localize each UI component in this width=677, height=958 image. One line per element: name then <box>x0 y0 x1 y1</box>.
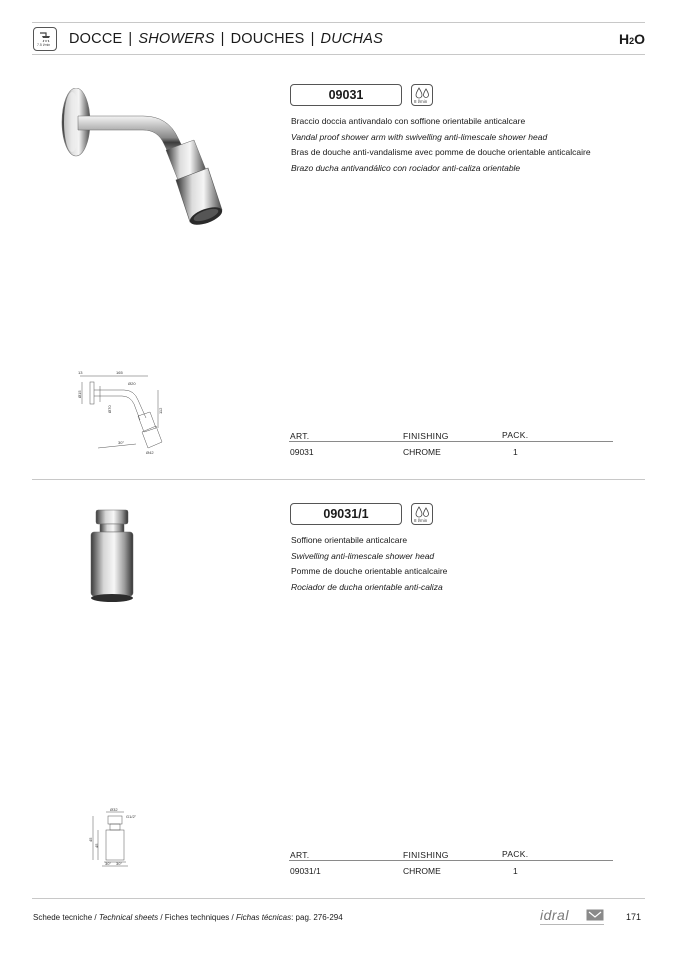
description-es: Brazo ducha antivandálico con rociador anti-caliza orientable <box>291 162 521 173</box>
product-image-shower-head <box>86 508 138 609</box>
footer-fr: Fiches techniques <box>164 913 230 922</box>
title-fr: DOUCHES <box>230 31 305 47</box>
page-number: 171 <box>626 912 642 922</box>
idral-logo <box>540 907 606 927</box>
footer-en: Technical sheets <box>98 913 159 922</box>
cell-pack: 1 <box>513 866 518 876</box>
product-image-shower-arm <box>48 88 228 238</box>
description-en: Vandal proof shower arm with swivelling anti-limescale shower head <box>291 131 548 142</box>
logo-text: idral <box>540 907 569 923</box>
technical-drawing-shower-arm <box>76 368 171 463</box>
table-header-rule <box>289 441 613 442</box>
title-es: DUCHAS <box>320 31 383 47</box>
footer-slash: / <box>158 913 165 922</box>
logo-underline <box>540 924 604 925</box>
drawing-label: Ø15 <box>77 390 82 398</box>
description-en: Swivelling anti-limescale shower head <box>291 550 435 561</box>
h2o-brand <box>619 31 645 47</box>
table-header-rule <box>289 860 613 861</box>
column-header-art: ART. <box>290 850 310 860</box>
drawing-label: 13 <box>78 370 83 375</box>
title-separator: | <box>128 31 133 47</box>
column-header-art: ART. <box>290 431 310 441</box>
drawing-label: 45 <box>88 837 93 842</box>
product-description <box>291 114 591 176</box>
drawing-label: 165 <box>116 370 123 375</box>
drawing-label: 30° <box>105 861 112 866</box>
cell-pack: 1 <box>513 447 518 457</box>
brand-2: 2 <box>629 36 635 46</box>
footer-it: Schede tecniche <box>33 913 93 922</box>
footer-slash: / <box>229 913 236 922</box>
drawing-label: 112 <box>158 407 163 414</box>
description-fr: Pomme de douche orientable anticalcaire <box>291 566 448 577</box>
column-header-finishing: FINISHING <box>403 850 449 860</box>
section-divider <box>32 479 645 480</box>
column-header-pack: PACK. <box>502 849 529 859</box>
footer-slash: / <box>92 913 99 922</box>
description-fr: Bras de douche anti-vandalisme avec pomme de douche orientable anticalcaire <box>291 147 591 158</box>
drawing-label: G1/2" <box>126 814 137 819</box>
column-header-finishing: FINISHING <box>403 431 449 441</box>
icon-caption: 7.5 l/min <box>37 43 51 47</box>
title-separator: | <box>220 31 225 47</box>
title-separator: | <box>310 31 315 47</box>
product-code-box: 09031 <box>290 84 402 106</box>
cell-art: 09031 <box>290 447 314 457</box>
drawing-label: 45 <box>94 843 99 848</box>
product-description <box>291 533 447 595</box>
header-bottom-rule <box>32 54 645 55</box>
footer-technical-sheets-link[interactable] <box>33 913 343 922</box>
drawing-label: 30° <box>118 440 125 445</box>
drawing-label: Ø32 <box>110 807 118 812</box>
page-title <box>69 31 383 47</box>
cell-finishing: CHROME <box>403 447 441 457</box>
shower-category-icon <box>33 27 57 51</box>
footer-pages: : pag. 276-294 <box>291 913 343 922</box>
brand-h: H <box>618 31 630 47</box>
flow-rate-label: 8 l/min <box>414 518 428 523</box>
drawing-label: Ø20 <box>128 381 136 386</box>
flow-rate-label: 8 l/min <box>414 99 428 104</box>
drawing-label: Ø70 <box>107 405 112 413</box>
product-code-box: 09031/1 <box>290 503 402 525</box>
cell-finishing: CHROME <box>403 866 441 876</box>
technical-drawing-shower-head <box>88 806 148 875</box>
drawing-label: 30° <box>116 861 123 866</box>
cell-art: 09031/1 <box>290 866 321 876</box>
description-it: Braccio doccia antivandalo con soffione orientabile anticalcare <box>291 116 526 126</box>
description-it: Soffione orientabile anticalcare <box>291 535 408 545</box>
flow-rate-icon <box>411 84 433 106</box>
title-it: DOCCE <box>69 31 123 47</box>
drawing-label: Ø42 <box>146 450 154 455</box>
title-en: SHOWERS <box>138 31 215 47</box>
logo-mark-icon <box>586 909 604 921</box>
flow-rate-icon <box>411 503 433 525</box>
column-header-pack: PACK. <box>502 430 529 440</box>
footer-es: Fichas técnicas <box>235 913 292 922</box>
description-es: Rociador de ducha orientable anti-caliza <box>291 581 443 592</box>
header-top-rule <box>32 22 645 23</box>
footer-rule <box>32 898 645 899</box>
brand-o: O <box>634 31 645 47</box>
